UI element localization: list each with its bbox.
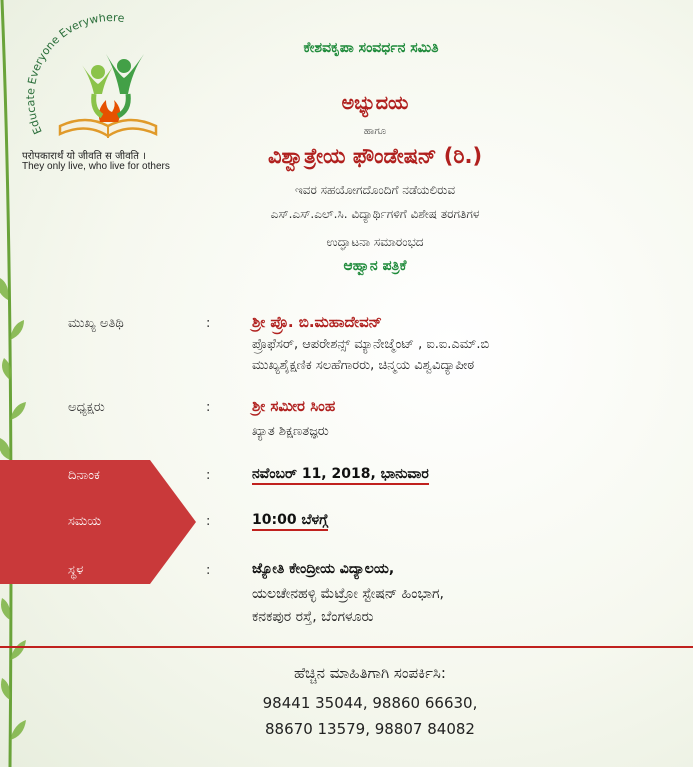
conjunction-text: ಹಾಗೂ xyxy=(363,126,387,137)
chief-guest-label: ಮುಖ್ಯ ಅತಿಥಿ xyxy=(68,316,124,331)
venue-colon: : xyxy=(206,563,211,578)
venue-line-1: ಜ್ಯೋತಿ ಕೇಂದ್ರೀಯ ವಿದ್ಯಾಲಯ, xyxy=(252,561,395,577)
logo-motto-sanskrit: परोपकारार्थं यो जीवति स जीवति । xyxy=(22,151,146,162)
contact-numbers-1: 98441 35044, 98860 66630, xyxy=(262,694,478,712)
contact-title: ಹೆಚ್ಚಿನ ಮಾಹಿತಿಗಾಗಿ ಸಂಪರ್ಕಿಸಿ: xyxy=(294,664,446,682)
president-desc: ಖ್ಯಾತ ಶಿಕ್ಷಣತಜ್ಞರು xyxy=(252,424,329,439)
venue-label: ಸ್ಥಳ xyxy=(68,563,84,578)
collab-line: ಇವರ ಸಹಯೋಗದೊಂದಿಗೆ ನಡೆಯಲಿರುವ xyxy=(294,183,456,197)
date-label: ದಿನಾಂಕ xyxy=(68,468,100,483)
classes-line: ಎಸ್.ಎಸ್.ಎಲ್.ಸಿ. ವಿದ್ಯಾರ್ಥಿಗಳಿಗೆ ವಿಶೇಷ ತರಗತಿಗಳ xyxy=(270,207,480,221)
venue-line-3: ಕನಕಪುರ ರಸ್ತೆ, ಬೆಂಗಳೂರು xyxy=(252,609,374,625)
inauguration-line: ಉದ್ಘಾಟನಾ ಸಮಾರಂಭದ xyxy=(326,235,424,249)
invitation-title: ಆಹ್ವಾನ ಪತ್ರಿಕೆ xyxy=(343,258,407,274)
date-value: ನವೆಂಬರ್ 11, 2018, ಭಾನುವಾರ xyxy=(252,466,429,485)
time-label: ಸಮಯ xyxy=(68,514,102,529)
president-name: ಶ್ರೀ ಸಮೀರ ಸಿಂಹ xyxy=(252,397,336,415)
chief-guest-name: ಶ್ರೀ ಪ್ರೊ. ಬಿ.ಮಹಾದೇವನ್ xyxy=(252,313,382,331)
org-vishwatreya: ವಿಶ್ವಾತ್ರೇಯ ಫೌಂಡೇಷನ್ (ರಿ.) xyxy=(267,144,483,168)
date-colon: : xyxy=(206,468,211,483)
time-value: 10:00 ಬೆಳಗ್ಗೆ xyxy=(252,512,328,531)
time-colon: : xyxy=(206,514,211,529)
chief-guest-desc-2: ಮುಖ್ಯಶೈಕ್ಷಣಿಕ ಸಲಹೆಗಾರರು, ಚಿನ್ಮಯ ವಿಶ್ವವಿದ್ಯಾಪೀಠ xyxy=(252,358,475,373)
venue-line-2: ಯಲಚೇನಹಳ್ಳಿ ಮೆಟ್ರೋ ಸ್ಟೇಷನ್ ಹಿಂಭಾಗ, xyxy=(252,586,444,602)
chief-guest-desc-1: ಪ್ರೊಫೆಸರ್, ಆಪರೇಶನ್ಸ್ ಮ್ಯಾನೇಜ್ಮೆಂಟ್ , ಐ.ಐ.ಎಮ್.ಬಿ xyxy=(252,337,490,352)
divider-line xyxy=(0,646,693,648)
org-abhyudaya: ಅಭ್ಯುದಯ xyxy=(341,92,409,114)
logo-motto-english: They only live, who live for others xyxy=(22,161,170,172)
organizer-name: ಕೇಶವಕೃಪಾ ಸಂವರ್ಧನ ಸಮಿತಿ xyxy=(303,40,439,56)
president-colon: : xyxy=(206,400,211,415)
president-label: ಅಧ್ಯಕ್ಷರು xyxy=(68,400,105,415)
logo-arc-text: Educate Everyone Everywhere xyxy=(24,14,126,137)
chief-guest-colon: : xyxy=(206,316,211,331)
contact-numbers-2: 88670 13579, 98807 84082 xyxy=(265,720,475,738)
